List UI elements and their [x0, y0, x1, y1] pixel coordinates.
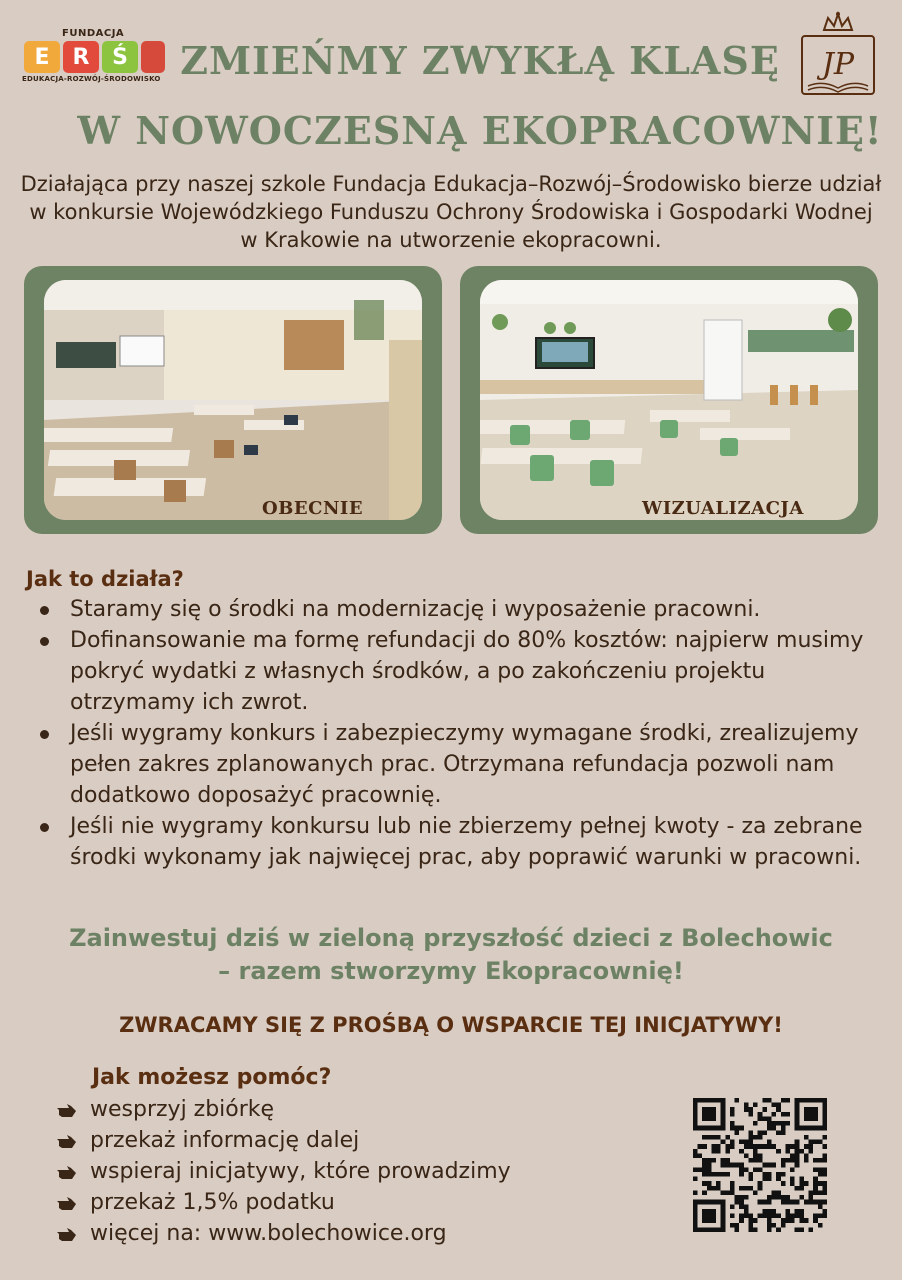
help-list [56, 1094, 511, 1249]
title-line-1: ZMIEŃMY ZWYKŁĄ KLASĘ [180, 38, 780, 83]
school-crest-icon [798, 10, 878, 98]
how-item: Jeśli wygramy konkurs i zabezpieczymy wymagane środki, zrealizujemy pełen zakres zplanowanych prac. Otrzymana refundacja pozwoli nam dodatkowo doposażyć pracownię. [26, 718, 884, 811]
help-heading: Jak możesz pomóc? [92, 1065, 332, 1090]
photo-current-label: OBECNIE [262, 498, 364, 519]
logo-tile-s: Ś [102, 41, 138, 73]
foundation-logo [22, 28, 162, 88]
logo-tile-blank [141, 41, 165, 73]
help-item [56, 1218, 511, 1249]
how-item: Dofinansowanie ma formę refundacji do 80% kosztów: najpierw musimy pokryć wydatki z własnych środków, a po zakończeniu projektu otrzymamy ich zwrot. [26, 625, 884, 718]
how-heading: Jak to działa? [26, 567, 184, 591]
help-item-text: więcej na: www.bolechowice.org [90, 1221, 447, 1246]
help-item-text: przekaż informację dalej [90, 1128, 360, 1153]
logo-tile-e: E [24, 41, 60, 73]
how-item: Jeśli nie wygramy konkursu lub nie zbierzemy pełnej kwoty - za zebrane środki wykonamy jak najwięcej prac, aby poprawić warunki w pracowni. [26, 811, 884, 873]
invest-callout [20, 922, 882, 988]
pointing-hand-icon [56, 1195, 90, 1211]
help-item-text: przekaż 1,5% podatku [90, 1190, 335, 1215]
photo-visualization-label: WIZUALIZACJA [642, 498, 804, 519]
how-item: Staramy się o środki na modernizację i wyposażenie pracowni. [26, 594, 884, 625]
invest-line-1: Zainwestuj dziś w zieloną przyszłość dzieci z Bolechowic [69, 924, 833, 952]
photo-current-frame [24, 266, 442, 534]
pointing-hand-icon [56, 1226, 90, 1242]
pointing-hand-icon [56, 1164, 90, 1180]
help-item-text: wspieraj inicjatywy, które prowadzimy [90, 1159, 511, 1184]
invest-line-2: – razem stworzymy Ekopracownię! [218, 957, 684, 985]
help-item [56, 1156, 511, 1187]
logo-tile-r: R [63, 41, 99, 73]
photo-visualization-classroom [480, 280, 858, 520]
pointing-hand-icon [56, 1102, 90, 1118]
title-line-2: W NOWOCZESNĄ EKOPRACOWNIĘ! [77, 108, 883, 153]
help-item [56, 1187, 511, 1218]
appeal-heading: ZWRACAMY SIĘ Z PROŚBĄ O WSPARCIE TEJ INICJATYWY! [119, 1013, 783, 1037]
pointing-hand-icon [56, 1133, 90, 1149]
help-item [56, 1094, 511, 1125]
logo-bottom-text: EDUKACJA-ROZWÓJ-ŚRODOWISKO [22, 75, 161, 83]
help-item-text: wesprzyj zbiórkę [90, 1097, 275, 1122]
crest-monogram: JP [821, 47, 855, 82]
photo-current-classroom [44, 280, 422, 520]
how-list [26, 594, 884, 873]
photo-visualization-frame [460, 266, 878, 534]
logo-top-text: FUNDACJA [62, 28, 125, 39]
qr-code-icon[interactable] [693, 1098, 827, 1232]
help-item [56, 1125, 511, 1156]
intro-paragraph: Działająca przy naszej szkole Fundacja Edukacja–Rozwój–Środowisko bierze udział w konkursie Wojewódzkiego Funduszu Ochrony Środowiska i Gospodarki Wodnej w Krakowie na utworzenie ekopracowni. [20, 172, 882, 252]
